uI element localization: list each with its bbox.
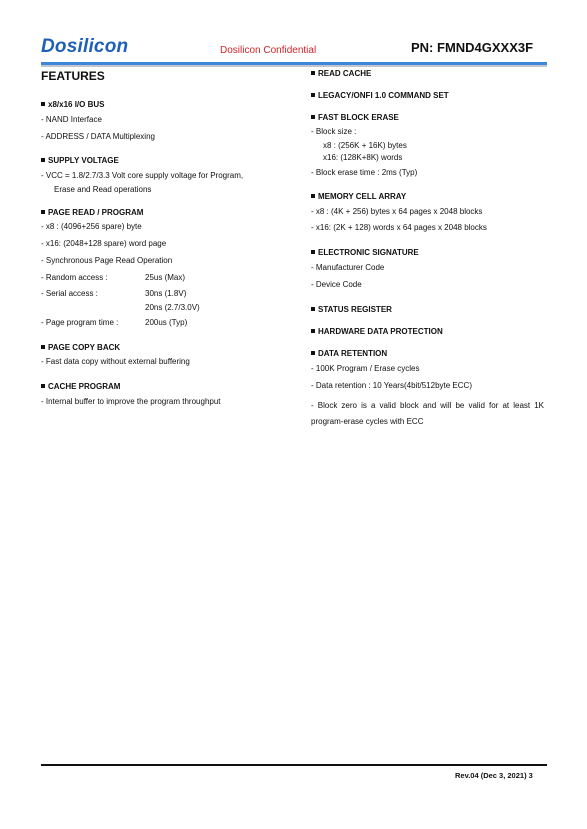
memory-array-x8: - x8 : (4K + 256) bytes x 64 pages x 2048 blocks — [311, 207, 483, 216]
page-read-heading — [41, 209, 143, 217]
footer-rule — [41, 764, 547, 766]
bullet-square-icon — [41, 345, 45, 349]
bullet-square-icon — [41, 210, 45, 214]
io-bus-heading — [41, 101, 104, 109]
memory-array-x16: - x16: (2K + 128) words x 64 pages x 2048 blocks — [311, 223, 487, 232]
block-zero-note: - Block zero is a valid block and will be valid for at least 1K program-erase cycles with ECC — [311, 401, 544, 426]
onfi-title: LEGACY/ONFI 1.0 COMMAND SET — [318, 91, 449, 100]
supply-heading — [41, 157, 119, 165]
block-erase-time: - Block erase time : 2ms (Typ) — [311, 168, 418, 177]
retention-cycles: - 100K Program / Erase cycles — [311, 364, 420, 373]
supply-title: SUPPLY VOLTAGE — [48, 156, 119, 165]
block-size-x8: x8 : (256K + 16K) bytes — [323, 141, 407, 150]
bullet-square-icon — [311, 307, 315, 311]
bullet-square-icon — [311, 351, 315, 355]
copy-back-item: - Fast data copy without external buffering — [41, 357, 190, 366]
page-read-sync: - Synchronous Page Read Operation — [41, 256, 173, 265]
io-bus-item: - ADDRESS / DATA Multiplexing — [41, 132, 155, 141]
signature-heading — [311, 249, 419, 257]
serial-access-label: - Serial access : — [41, 289, 98, 298]
cache-program-item: - Internal buffer to improve the program throughput — [41, 397, 221, 406]
hw-protect-title: HARDWARE DATA PROTECTION — [318, 327, 443, 336]
memory-array-heading — [311, 193, 406, 201]
retention-heading — [311, 350, 387, 358]
bullet-square-icon — [311, 250, 315, 254]
bullet-square-icon — [311, 194, 315, 198]
bullet-square-icon — [41, 102, 45, 106]
io-bus-title: x8/x16 I/O BUS — [48, 100, 105, 109]
program-time-label: - Page program time : — [41, 318, 119, 327]
bullet-square-icon — [311, 329, 315, 333]
copy-back-heading — [41, 344, 120, 352]
page-read-x16: - x16: (2048+128 spare) word page — [41, 239, 167, 248]
dosilicon-logo: Dosilicon — [41, 36, 129, 57]
signature-title: ELECTRONIC SIGNATURE — [318, 248, 419, 257]
supply-line2: Erase and Read operations — [54, 185, 152, 194]
serial-access-value-1: 30ns (1.8V) — [145, 289, 187, 298]
bullet-square-icon — [311, 93, 315, 97]
supply-line1: - VCC = 1.8/2.7/3.3 Volt core supply voltage for Program, — [41, 171, 244, 180]
io-bus-item: - NAND Interface — [41, 115, 102, 124]
hw-protect-heading — [311, 328, 443, 336]
bullet-square-icon — [41, 158, 45, 162]
program-time-value: 200us (Typ) — [145, 318, 188, 327]
read-cache-heading — [311, 70, 371, 78]
onfi-heading — [311, 92, 449, 100]
confidential-label: Dosilicon Confidential — [220, 45, 317, 56]
signature-item: - Manufacturer Code — [311, 263, 385, 272]
random-access-label: - Random access : — [41, 273, 108, 282]
status-register-heading — [311, 306, 392, 314]
memory-array-title: MEMORY CELL ARRAY — [318, 192, 407, 201]
retention-years: - Data retention : 10 Years(4bit/512byte ECC) — [311, 381, 472, 390]
cache-program-heading — [41, 383, 120, 391]
page-read-x8: - x8 : (4096+256 spare) byte — [41, 222, 142, 231]
block-size-label: - Block size : — [311, 127, 357, 136]
copy-back-title: PAGE COPY BACK — [48, 343, 121, 352]
retention-title: DATA RETENTION — [318, 349, 388, 358]
fast-erase-heading — [311, 114, 399, 122]
cache-program-title: CACHE PROGRAM — [48, 382, 121, 391]
page-read-title: PAGE READ / PROGRAM — [48, 208, 144, 217]
features-title: FEATURES — [41, 69, 105, 83]
block-size-x16: x16: (128K+8K) words — [323, 153, 403, 162]
signature-item: - Device Code — [311, 280, 362, 289]
fast-erase-title: FAST BLOCK ERASE — [318, 113, 399, 122]
status-register-title: STATUS REGISTER — [318, 305, 392, 314]
footer-revision: Rev.04 (Dec 3, 2021) 3 — [455, 771, 533, 780]
bullet-square-icon — [311, 71, 315, 75]
bullet-square-icon — [311, 115, 315, 119]
serial-access-value-2: 20ns (2.7/3.0V) — [145, 303, 200, 312]
random-access-value: 25us (Max) — [145, 273, 186, 282]
header-rule-grey — [41, 65, 547, 67]
read-cache-title: READ CACHE — [318, 69, 372, 78]
bullet-square-icon — [41, 384, 45, 388]
part-number: PN: FMND4GXXX3F — [411, 40, 534, 55]
